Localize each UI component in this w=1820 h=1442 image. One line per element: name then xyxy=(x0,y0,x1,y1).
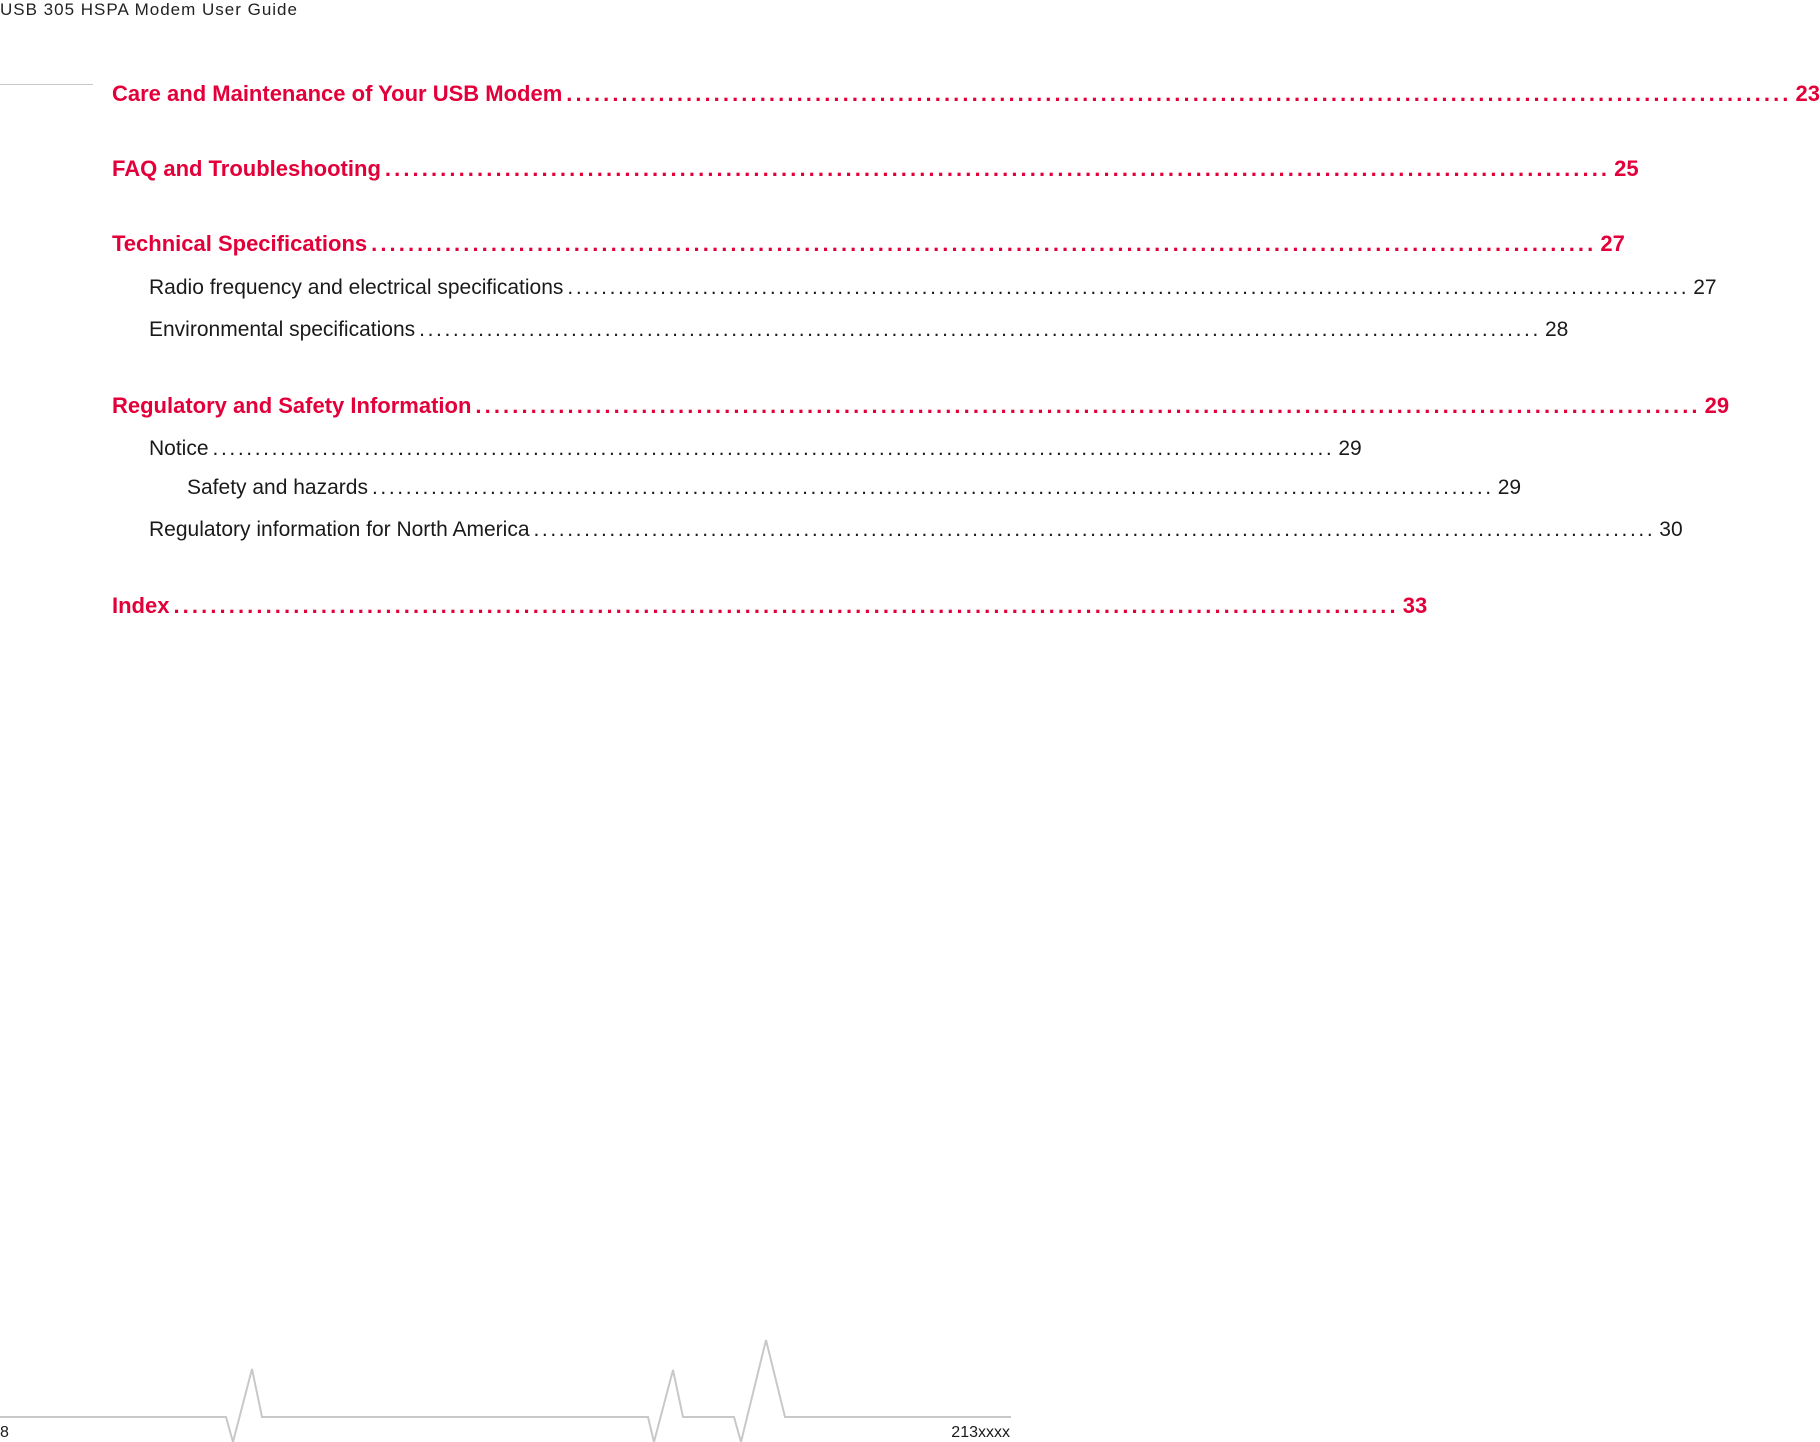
toc-entry-label: Technical Specifications xyxy=(112,231,368,256)
toc-leader-dots: ..................................................................................................................................... xyxy=(567,276,1690,299)
footer-heartbeat-line xyxy=(0,1335,1011,1420)
toc-entry-notice[interactable] xyxy=(149,436,1362,462)
toc-entry-label: Index xyxy=(112,593,170,618)
toc-leader-dots: ..................................................................................................................................... xyxy=(371,231,1597,256)
toc-leader-dots: ..................................................................................................................................... xyxy=(371,476,1494,499)
toc-leader-dots: ..................................................................................................................................... xyxy=(419,318,1541,341)
toc-entry-faq-troubleshooting[interactable] xyxy=(112,156,1639,182)
toc-entry-label: Regulatory and Safety Information xyxy=(112,393,472,418)
toc-page-number: 28 xyxy=(1544,318,1569,341)
running-header: USB 305 HSPA Modem User Guide xyxy=(0,0,298,19)
toc-entry-label: Regulatory information for North America xyxy=(149,518,530,541)
toc-page-number: 25 xyxy=(1614,156,1639,181)
toc-entry-radio-frequency[interactable] xyxy=(149,275,1717,301)
toc-page-number: 27 xyxy=(1600,231,1625,256)
page-number: 8 xyxy=(0,1424,9,1441)
document-number: 213xxxx xyxy=(951,1424,1010,1441)
toc-leader-dots: ..................................................................................................................................... xyxy=(384,156,1611,181)
toc-page-number: 29 xyxy=(1497,476,1522,499)
toc-entry-safety-hazards[interactable] xyxy=(187,475,1522,501)
toc-page-number: 33 xyxy=(1402,593,1428,618)
header-rule xyxy=(0,84,93,85)
toc-leader-dots: ..................................................................................................................................... xyxy=(566,81,1792,106)
toc-page-number: 29 xyxy=(1704,393,1730,418)
toc-entry-regulatory-north-america[interactable] xyxy=(149,517,1683,543)
toc-entry-label: Environmental specifications xyxy=(149,318,416,341)
toc-entry-technical-specifications[interactable] xyxy=(112,231,1625,257)
toc-leader-dots: ..................................................................................................................................... xyxy=(533,518,1656,541)
toc-entry-label: Notice xyxy=(149,437,209,460)
toc-entry-index[interactable] xyxy=(112,593,1428,619)
toc-page-number: 27 xyxy=(1693,276,1717,299)
toc-entry-label: FAQ and Troubleshooting xyxy=(112,156,381,181)
toc-entry-environmental-specifications[interactable] xyxy=(149,317,1569,343)
toc-page-number: 30 xyxy=(1659,518,1683,541)
toc-leader-dots: ..................................................................................................................................... xyxy=(475,393,1701,418)
toc-page-number: 23 xyxy=(1795,81,1820,106)
toc-entry-label: Safety and hazards xyxy=(187,476,368,499)
toc-entry-label: Radio frequency and electrical specifications xyxy=(149,276,564,299)
toc-entry-regulatory-safety[interactable] xyxy=(112,393,1730,419)
toc-entry-care-and-maintenance[interactable] xyxy=(112,81,1820,107)
toc-entry-label: Care and Maintenance of Your USB Modem xyxy=(112,81,563,106)
toc-leader-dots: ..................................................................................................................................... xyxy=(212,437,1335,460)
toc-leader-dots: ..................................................................................................................................... xyxy=(173,593,1399,618)
toc-page-number: 29 xyxy=(1338,437,1362,460)
